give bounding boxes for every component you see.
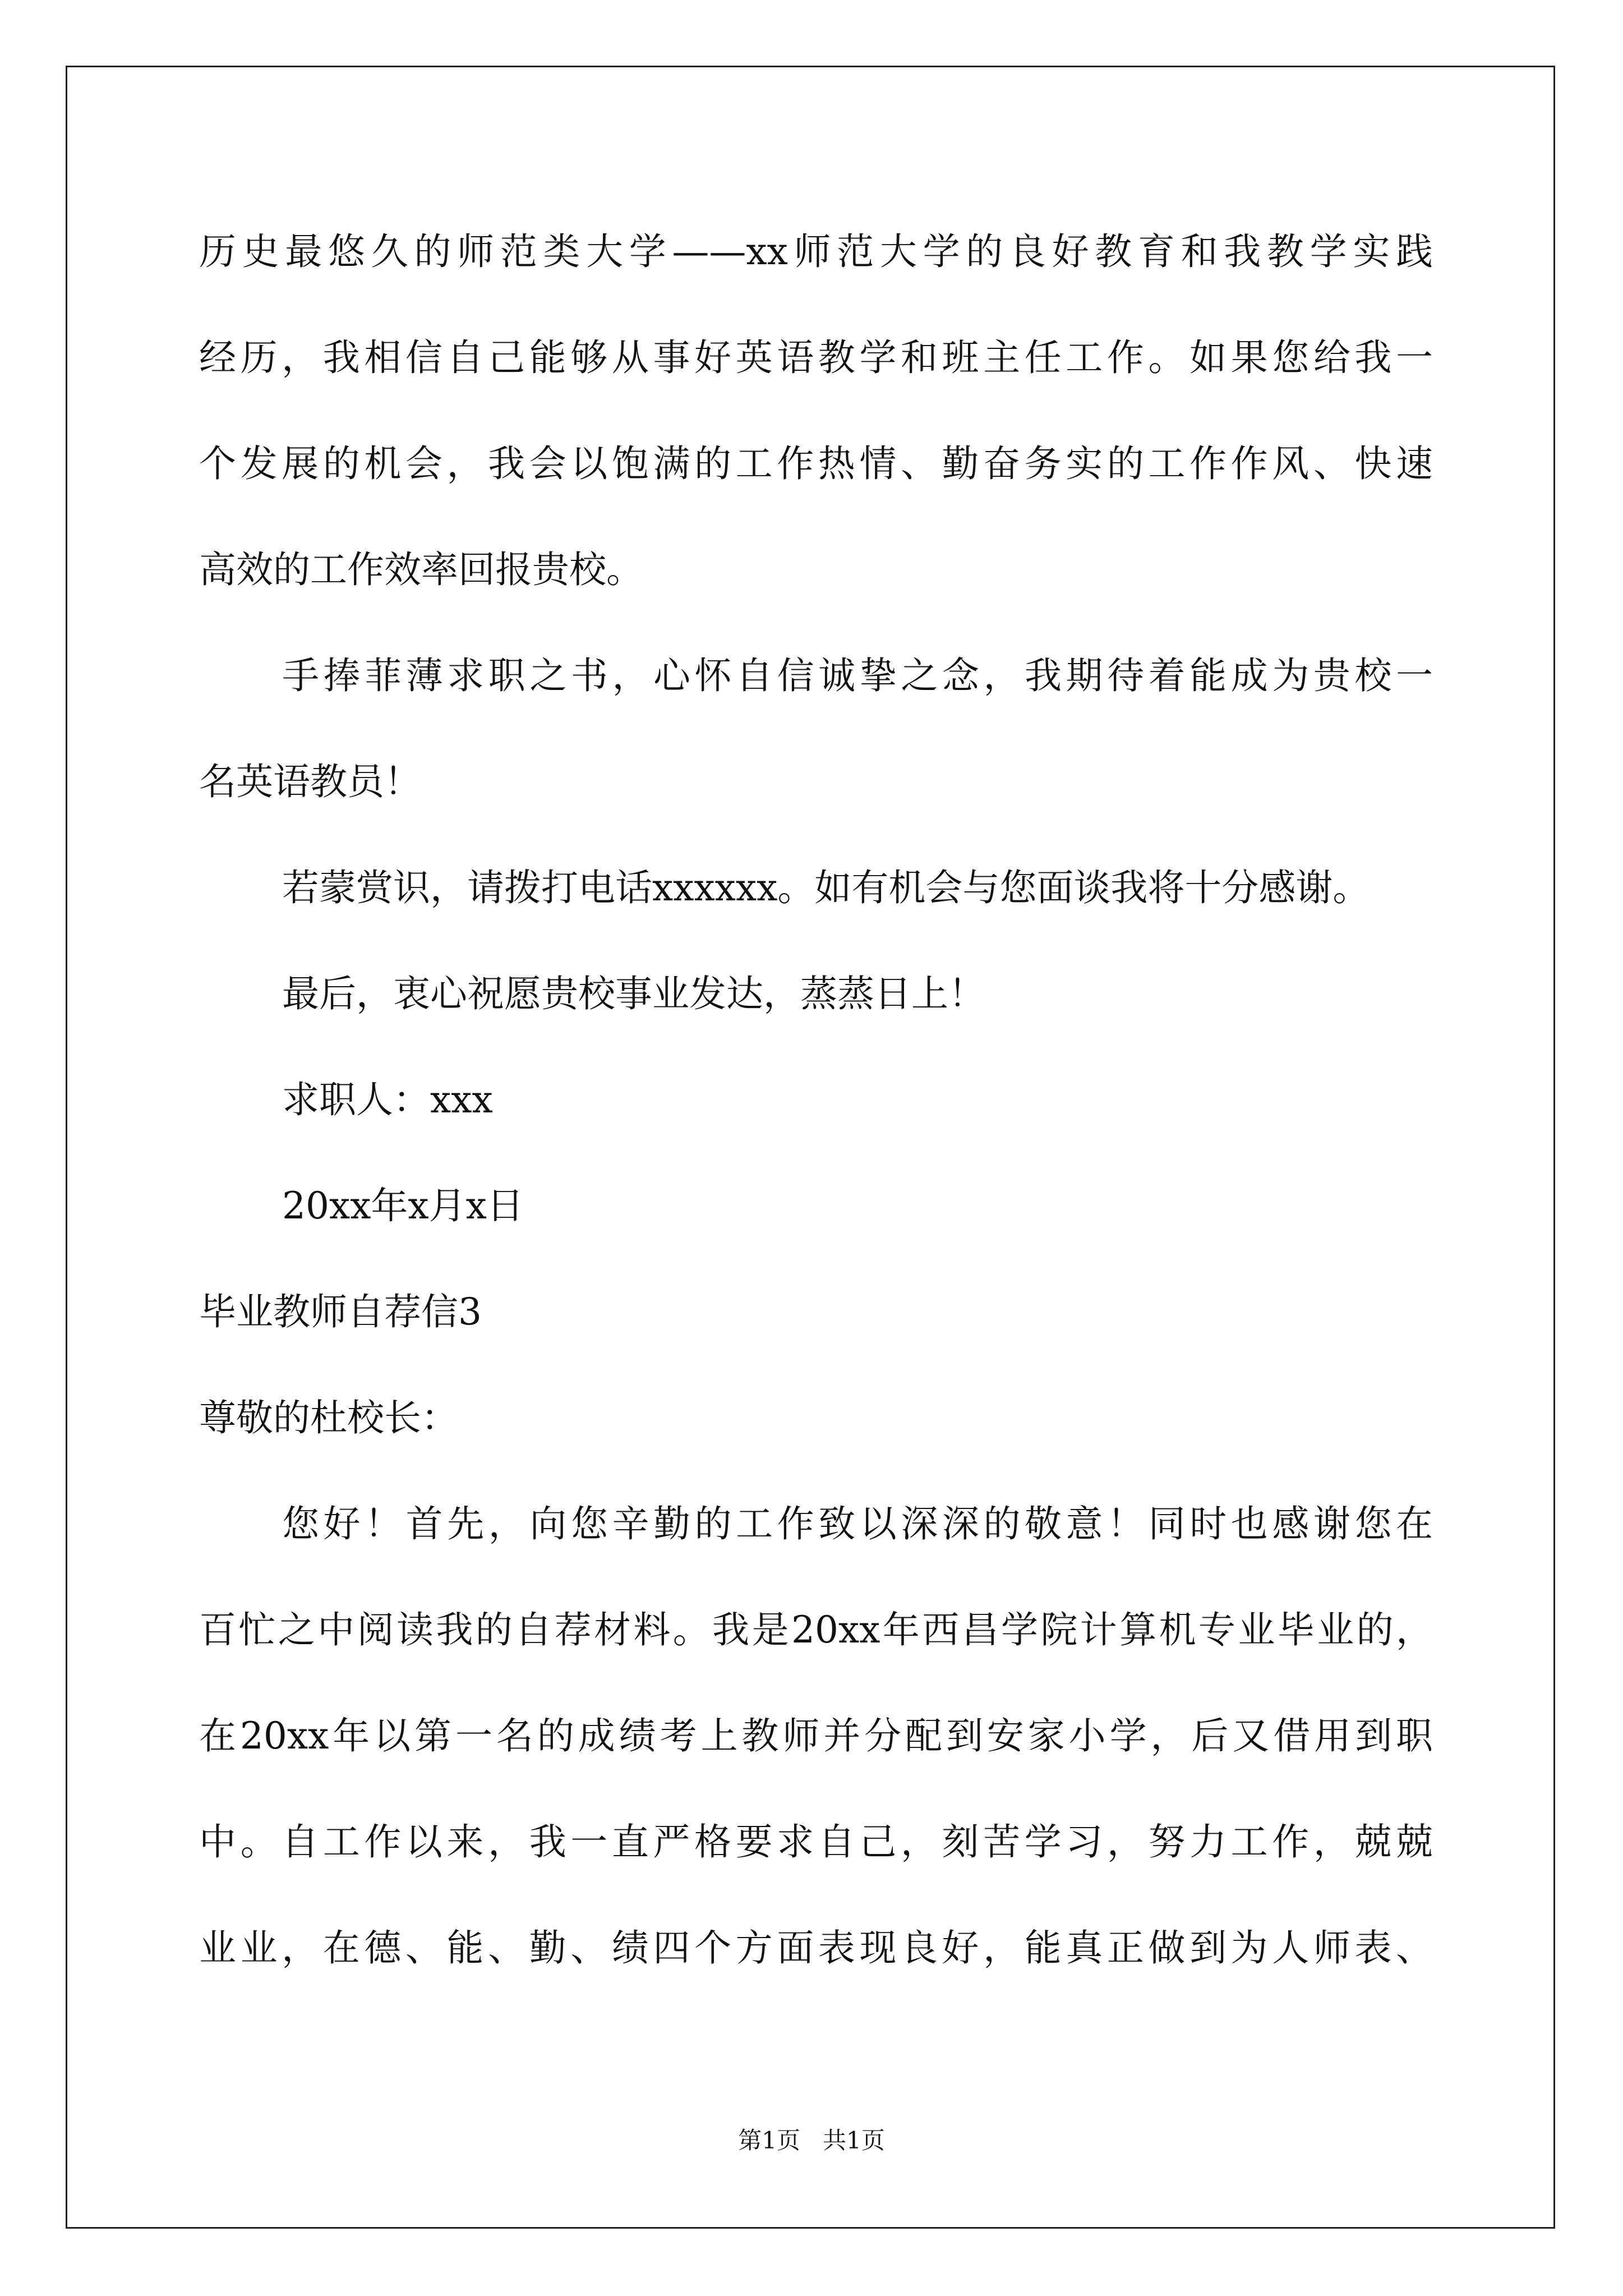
page-footer: 第1页 共1页 — [738, 2127, 885, 2154]
paragraph-first-line: 您好！首先，向您辛勤的工作致以深深的敬意！同时也感谢您在 — [282, 1502, 1433, 1545]
text-line: 经历，我相信自己能够从事好英语教学和班主任工作。如果您给我一 — [199, 336, 1433, 379]
page-border — [66, 66, 1555, 2229]
text-line: 在20xx年以第一名的成绩考上教师并分配到安家小学，后又借用到职 — [199, 1714, 1433, 1757]
signature-date: 20xx年x月x日 — [282, 1184, 524, 1227]
text-line: 个发展的机会，我会以饱满的工作热情、勤奋务实的工作作风、快速 — [199, 442, 1433, 485]
salutation: 尊敬的杜校长： — [199, 1396, 458, 1439]
paragraph-first-line: 若蒙赏识，请拨打电话xxxxxx。如有机会与您面谈我将十分感谢。 — [282, 866, 1370, 909]
paragraph-first-line: 最后，衷心祝愿贵校事业发达，蒸蒸日上！ — [282, 972, 985, 1015]
text-line: 业业，在德、能、勤、绩四个方面表现良好，能真正做到为人师表、 — [199, 1926, 1433, 1970]
signature-name: 求职人：xxx — [282, 1078, 493, 1121]
text-line: 中。自工作以来，我一直严格要求自己，刻苦学习，努力工作，兢兢 — [199, 1820, 1433, 1864]
section-title: 毕业教师自荐信3 — [199, 1290, 482, 1333]
text-line: 名英语教员！ — [199, 760, 421, 803]
text-line: 百忙之中阅读我的自荐材料。我是20xx年西昌学院计算机专业毕业的， — [199, 1608, 1433, 1651]
text-line: 高效的工作效率回报贵校。 — [199, 548, 643, 591]
text-line: 历史最悠久的师范类大学——xx师范大学的良好教育和我教学实践 — [199, 230, 1433, 273]
paragraph-first-line: 手捧菲薄求职之书，心怀自信诚挚之念，我期待着能成为贵校一 — [282, 654, 1433, 697]
